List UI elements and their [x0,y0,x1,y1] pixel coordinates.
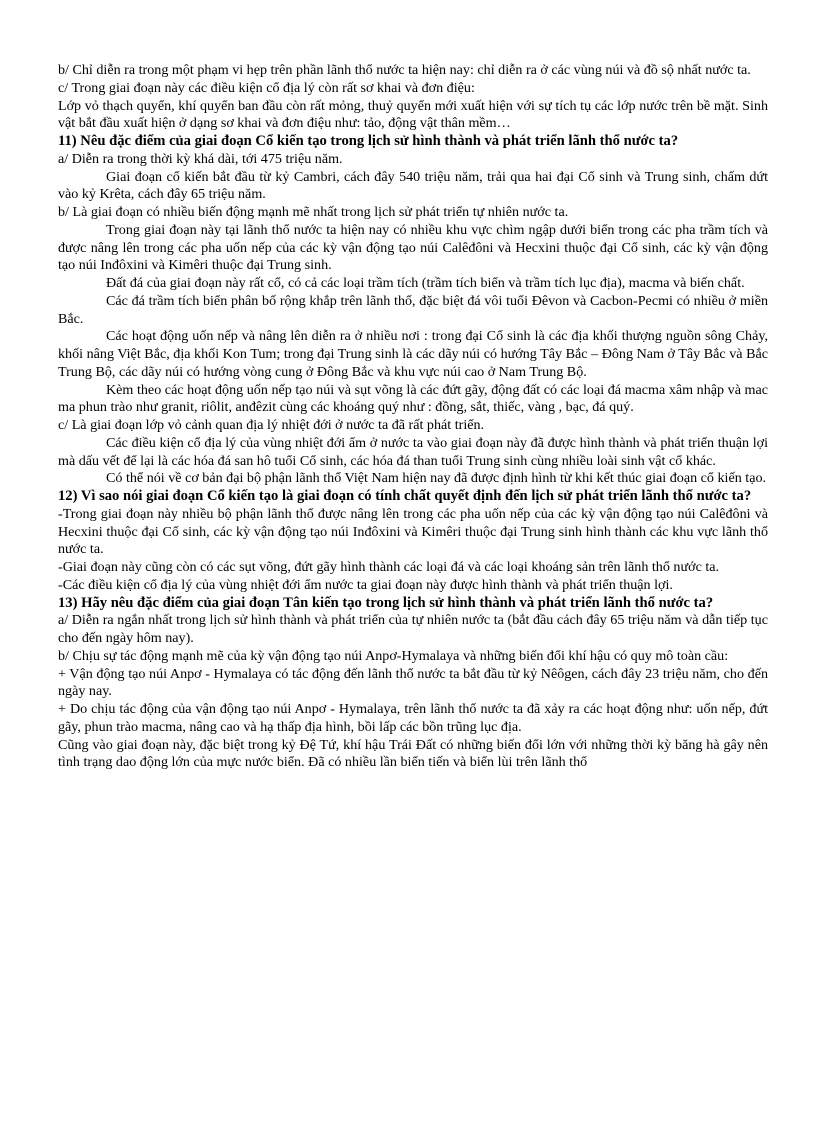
body-paragraph: c/ Trong giai đoạn này các điều kiện cổ địa lý còn rất sơ khai và đơn điệu: [58,79,475,96]
body-paragraph: -Các điều kiện cổ địa lý của vùng nhiệt đới ẩm nước ta giai đoạn này được hình thành và phát triển thuận lợi. [58,576,673,593]
body-paragraph: b/ Chỉ diễn ra trong một phạm vi hẹp trên phần lãnh thổ nước ta hiện nay: chỉ diễn ra ở các vùng núi và đồ sộ nhất nước ta. [58,62,751,78]
body-paragraph: Các hoạt động uốn nếp và nâng lên diễn ra ở nhiều nơi : trong đại Cổ sinh là các địa khối thượng nguồn sông Chảy, khối nâng Việt Bắc, địa khối Kon Tum; trong đại Trung sinh là các dãy núi có hướng Tây Bắc – Đông Nam ở Tây Bắc và Bắc Trung Bộ, các dãy núi có hướng vòng cung ở Đông Bắc và khu vực núi cao ở Nam Trung Bộ. [58,328,768,380]
document-page [58,62,768,772]
question-heading: 11) Nêu đặc điểm của giai đoạn Cổ kiến tạo trong lịch sử hình thành và phát triển lãnh thổ nước ta? [58,133,679,149]
body-paragraph: Kèm theo các hoạt động uốn nếp tạo núi và sụt võng là các đứt gãy, động đất có các loại đá macma xâm nhập và mac ma phun trào như granit, riôlit, anđêzit cùng các khoáng quý như : đồng, sắt, thiếc, vàng , bạc, đá quý. [58,381,768,416]
body-paragraph: a/ Diễn ra ngắn nhất trong lịch sử hình thành và phát triển của tự nhiên nước ta (bắt đầu cách đây 65 triệu năm và dẫn tiếp tục cho đến ngày hôm nay). [58,612,768,646]
body-paragraph: + Do chịu tác động của vận động tạo núi Anpơ - Hymalaya, trên lãnh thổ nước ta đã xảy ra các hoạt động như: uốn nếp, đứt gãy, phun trào macma, nâng cao và hạ thấp địa hình, bồi lấp các bồn trũng lục địa. [58,701,768,735]
body-paragraph: -Trong giai đoạn này nhiều bộ phận lãnh thổ được nâng lên trong các pha uốn nếp của các kỳ vận động tạo núi Calêđôni và Hecxini thuộc đại Cổ sinh, các kỳ vận động tạo núi Inđôxini và Kimêri thuộc đại Trung sinh hình thành các khu vực lãnh thổ nước ta. [58,505,768,558]
body-paragraph: Các điều kiện cổ địa lý của vùng nhiệt đới ẩm ở nước ta vào giai đoạn này đã được hình thành và phát triển thuận lợi mà dấu vết để lại là các hóa đá san hô tuổi Cổ sinh, các hóa đá than tuổi Trung sinh cùng nhiều loài sinh vật cổ khác. [58,434,768,469]
body-paragraph: b/ Chịu sự tác động mạnh mẽ của kỳ vận động tạo núi Anpơ-Hymalaya và những biến đổi khí hậu có quy mô toàn cầu: [58,647,729,664]
body-paragraph: Các đá trầm tích biển phân bố rộng khắp trên lãnh thổ, đặc biệt đá vôi tuổi Đêvon và Cacbon-Pecmi có nhiều ở miền Bắc. [58,292,768,327]
body-paragraph: c/ Là giai đoạn lớp vỏ cảnh quan địa lý nhiệt đới ở nước ta đã rất phát triển. [58,417,485,433]
body-paragraph: + Vận động tạo núi Anpơ - Hymalaya có tác động đến lãnh thổ nước ta bắt đầu từ kỷ Nêôgen, cách đây 23 triệu năm, cho đến ngày nay. [58,665,768,700]
body-paragraph: -Giai đoạn này cũng còn có các sụt võng, đứt gãy hình thành các loại đá và các loại khoáng sản trên lãnh thổ nước ta. [58,559,720,575]
body-paragraph: Cũng vào giai đoạn này, đặc biệt trong kỷ Đệ Tứ, khí hậu Trái Đất có những biến đổi lớn với những thời kỳ băng hà gây nên tình trạng dao động lớn của mực nước biển. Đã có nhiều lần biển tiến và biển lùi trên lãnh thổ [58,736,768,771]
question-heading: 12) Vì sao nói giai đoạn Cổ kiến tạo là giai đoạn có tính chất quyết định đến lịch sử phát triển lãnh thổ nước ta? [58,488,752,504]
body-paragraph: Trong giai đoạn này tại lãnh thổ nước ta hiện nay có nhiều khu vực chìm ngập dưới biển trong các pha trầm tích và được nâng lên trong các pha uốn nếp của các kỳ vận động tạo núi Calêđôni và Hecxini thuộc đại Cổ sinh, các kỳ vận động tạo núi Inđôxini và Kimêri thuộc đại Trung sinh. [58,221,768,274]
question-heading: 13) Hãy nêu đặc điểm của giai đoạn Tân kiến tạo trong lịch sử hình thành và phát triển lãnh thổ nước ta? [58,594,714,611]
body-paragraph: Lớp vỏ thạch quyển, khí quyển ban đầu còn rất mỏng, thuỷ quyển mới xuất hiện với sự tích tụ các lớp nước trên bề mặt. Sinh vật bắt đầu xuất hiện ở dạng sơ khai và đơn điệu như: tảo, động vật thân mềm… [58,97,768,132]
body-paragraph: Giai đoạn cổ kiến bắt đầu từ kỷ Cambri, cách đây 540 triệu năm, trải qua hai đại Cổ sinh và Trung sinh, chấm dứt vào kỷ Krêta, cách đây 65 triệu năm. [58,168,768,203]
body-paragraph: Đất đá của giai đoạn này rất cổ, có cả các loại trầm tích (trầm tích biển và trầm tích lục địa), macma và biến chất. [106,275,745,291]
body-paragraph: a/ Diễn ra trong thời kỳ khá dài, tới 475 triệu năm. [58,150,343,167]
body-paragraph: Có thể nói về cơ bản đại bộ phận lãnh thổ Việt Nam hiện nay đã được định hình từ khi kết thúc giai đoạn cổ kiến tạo. [106,470,767,487]
body-paragraph: b/ Là giai đoạn có nhiều biến động mạnh mẽ nhất trong lịch sử phát triển tự nhiên nước ta. [58,204,569,220]
